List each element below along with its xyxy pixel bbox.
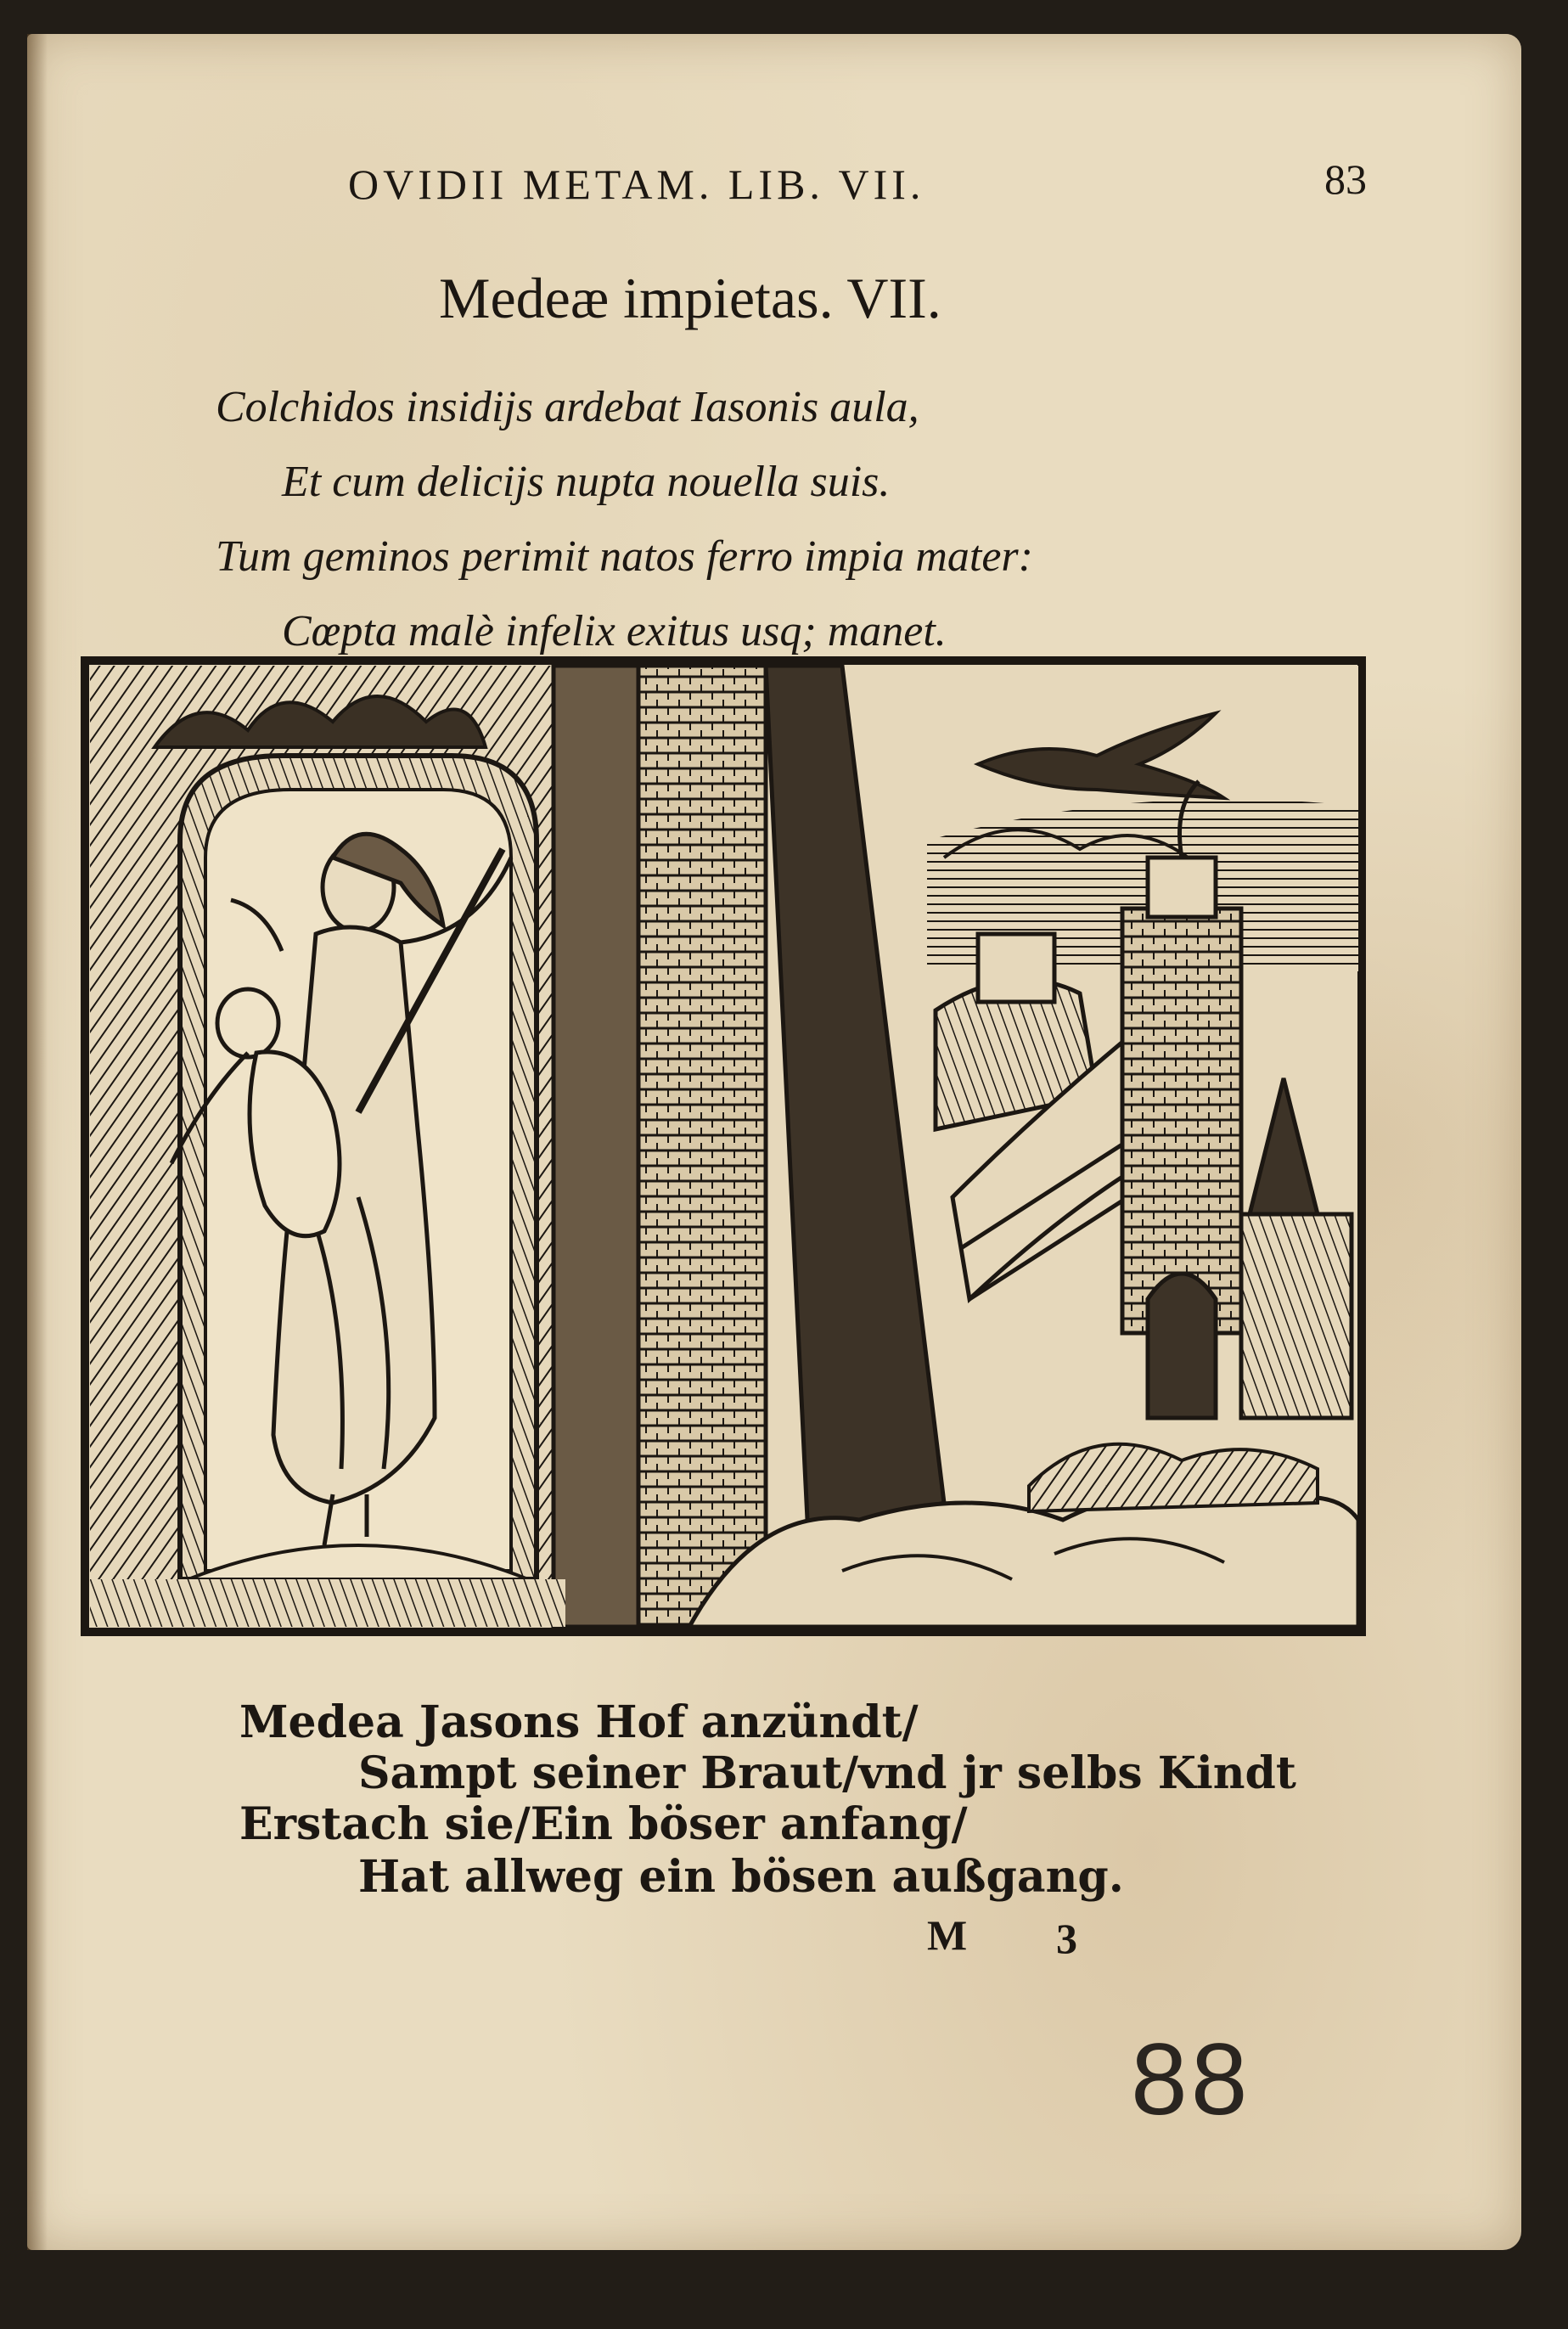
pillar-front: [554, 666, 638, 1627]
german-verse-line-4: Hat allweg ein bösen außgang.: [358, 1851, 1124, 1903]
woodcut-illustration: [78, 654, 1368, 1639]
book-page: [27, 34, 1521, 2250]
page-gutter-shadow: [27, 34, 48, 2250]
signature-number: 3: [1056, 1915, 1077, 1962]
german-verse-line-3: Erstach sie/Ein böser anfang/: [239, 1798, 968, 1850]
latin-verse-line-1: Colchidos insidijs ardebat Iasonis aula,: [216, 383, 919, 431]
emblem-title: Medeæ impietas. VII.: [439, 266, 941, 330]
running-title: OVIDII METAM. LIB. VII.: [348, 160, 925, 208]
pillar-side: [638, 666, 766, 1627]
pencil-foliation: 88: [1131, 2022, 1251, 2136]
german-verse-line-1: Medea Jasons Hof anzündt/: [239, 1696, 919, 1748]
floor: [90, 1579, 565, 1627]
signature-mark: M: [927, 1911, 968, 1959]
german-verse-line-2: Sampt seiner Braut/vnd jr selbs Kindt: [358, 1747, 1296, 1799]
latin-verse-line-2: Et cum delicijs nupta nouella suis.: [282, 458, 891, 506]
latin-verse-line-4: Cœpta malè infelix exitus usq; manet.: [282, 607, 947, 655]
folio-number: 83: [1324, 155, 1367, 203]
latin-verse-line-3: Tum geminos perimit natos ferro impia mater:: [216, 532, 1033, 581]
